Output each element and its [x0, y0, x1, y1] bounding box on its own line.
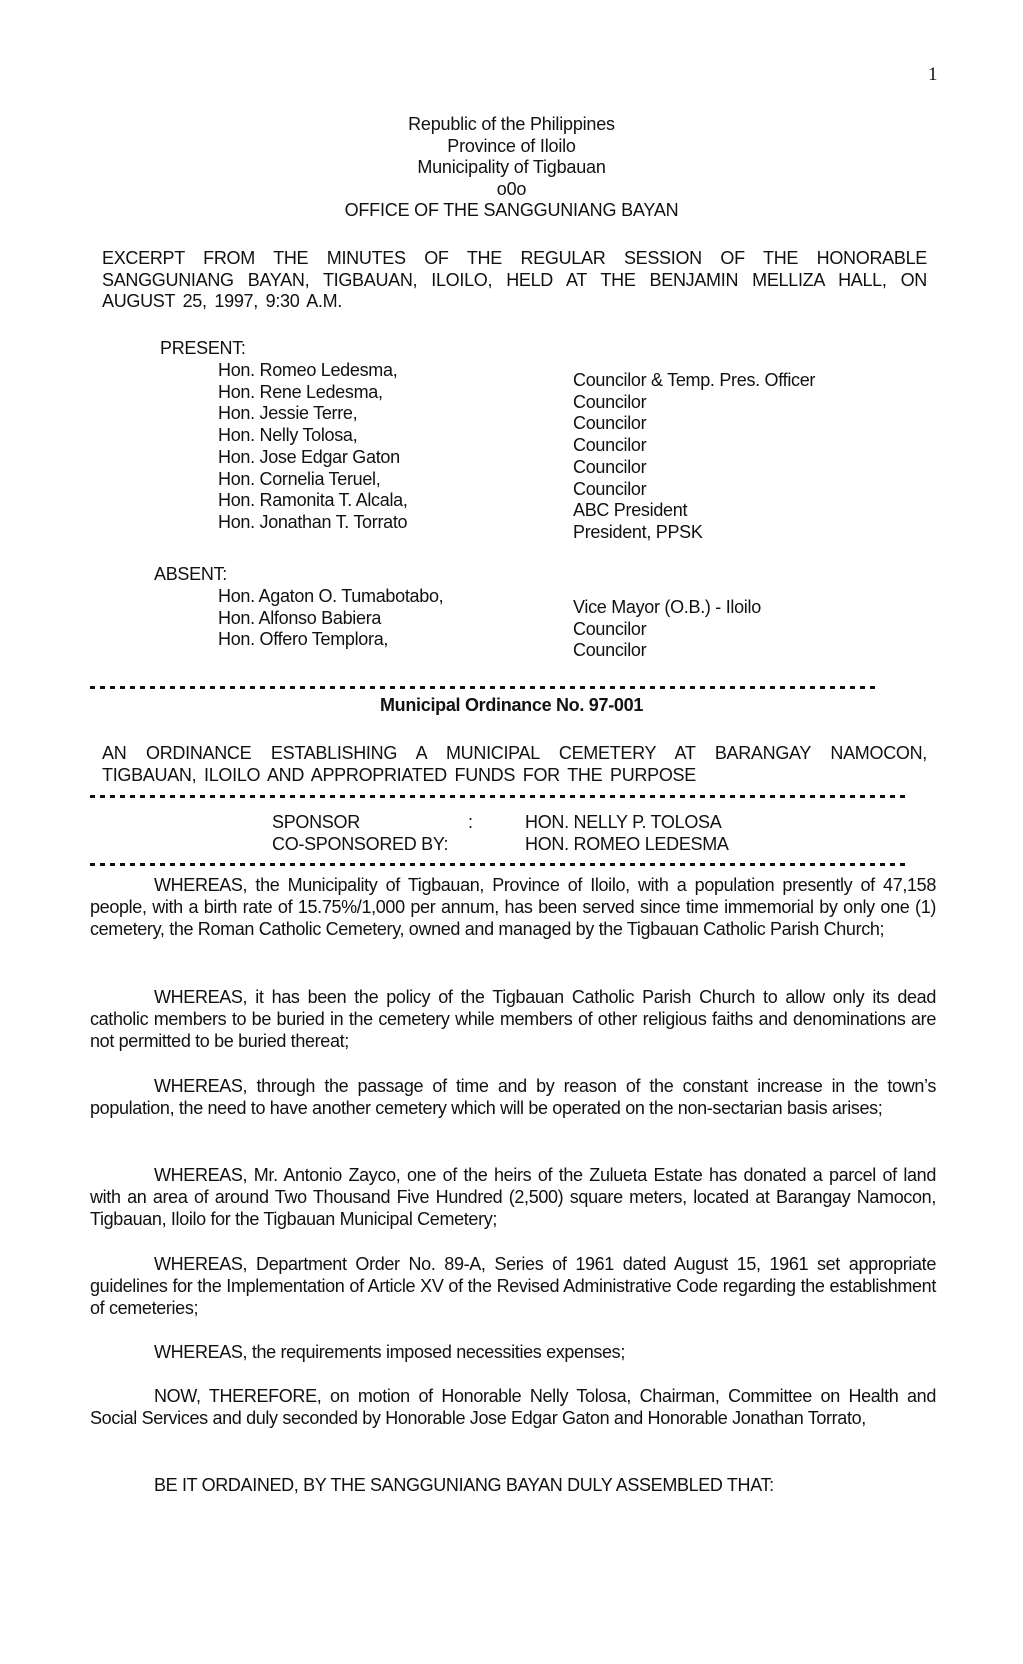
- attendee-name: Hon. Ramonita T. Alcala,: [218, 490, 408, 511]
- header-municipality: Municipality of Tigbauan: [417, 157, 606, 177]
- attendee-position: Councilor: [573, 413, 647, 434]
- absentee-position: Councilor: [573, 618, 647, 639]
- attendee-position: Councilor: [573, 391, 647, 412]
- absent-positions: [573, 597, 761, 662]
- ordained-paragraph: [90, 1474, 936, 1496]
- whereas-paragraph: [90, 1075, 936, 1119]
- attendee-name: Hon. Jessie Terre,: [218, 403, 358, 424]
- absentee-position: Councilor: [573, 640, 647, 661]
- attendee-name: Hon. Rene Ledesma,: [218, 381, 383, 402]
- paragraph-text: WHEREAS, Department Order No. 89-A, Series of 1961 dated August 15, 1961 set appropriate guidelines for the Implementation of Article XV of the Revised Administrative Code regarding the establishment of cemeteries;: [90, 1254, 936, 1318]
- attendee-position: Councilor: [573, 456, 647, 477]
- cosponsor-label: CO-SPONSORED BY:: [272, 834, 449, 854]
- paragraph-text: NOW, THEREFORE, on motion of Honorable Nelly Tolosa, Chairman, Committee on Health and Social Services and duly seconded by Honorable Jose Edgar Gaton and Honorable Jonathan Torrato,: [90, 1386, 936, 1428]
- dashed-rule: [90, 686, 876, 689]
- present-names: [218, 360, 408, 534]
- absentee-name: Hon. Offero Templora,: [218, 629, 389, 650]
- attendee-position: President, PPSK: [573, 521, 703, 542]
- paragraph-text: WHEREAS, Mr. Antonio Zayco, one of the heirs of the Zulueta Estate has donated a parcel of land with an area of around Two Thousand Five Hundred (2,500) square meters, located at Barangay Namocon, Tigbauan, Iloilo for the Tigbauan Municipal Cemetery;: [90, 1165, 936, 1229]
- attendee-name: Hon. Romeo Ledesma,: [218, 360, 398, 380]
- whereas-paragraph: [90, 1253, 936, 1319]
- attendee-position: Councilor & Temp. Pres. Officer: [573, 370, 816, 390]
- minutes-excerpt: EXCERPT FROM THE MINUTES OF THE REGULAR SESSION OF THE HONORABLE SANGGUNIANG BAYAN, TIGBAUAN, ILOILO, HELD AT THE BENJAMIN MELLIZA HALL, ON AUGUST 25, 1997, 9:30 A.M.: [102, 248, 927, 311]
- whereas-paragraph: [90, 1341, 936, 1363]
- dashed-rule: [90, 795, 906, 798]
- absent-label: ABSENT:: [154, 564, 227, 584]
- absentee-position: Vice Mayor (O.B.) - Iloilo: [573, 597, 761, 617]
- header-country: Republic of the Philippines: [408, 114, 615, 134]
- paragraph-text: WHEREAS, through the passage of time and by reason of the constant increase in the town’s population, the need to have another cemetery which will be operated on the non-sectarian basis arises;: [90, 1076, 936, 1118]
- paragraph-text: WHEREAS, the Municipality of Tigbauan, Province of Iloilo, with a population presently of 47,158 people, with a birth rate of 15.75%/1,000 per annum, has been served since time immemorial by only one (1) cemetery, the Roman Catholic Cemetery, owned and managed by the Tigbauan Catholic Parish Church;: [90, 875, 936, 939]
- whereas-paragraph: [90, 1164, 936, 1230]
- attendee-name: Hon. Jose Edgar Gaton: [218, 446, 400, 467]
- ordinance-subject: AN ORDINANCE ESTABLISHING A MUNICIPAL CEMETERY AT BARANGAY NAMOCON, TIGBAUAN, ILOILO AND APPROPRIATED FUNDS FOR THE PURPOSE: [102, 743, 927, 785]
- attendee-position: Councilor: [573, 435, 647, 456]
- whereas-paragraph: [90, 874, 936, 940]
- sponsor-label: SPONSOR: [272, 812, 360, 832]
- dashed-rule: [90, 863, 906, 866]
- paragraph-text: WHEREAS, it has been the policy of the Tigbauan Catholic Parish Church to allow only its dead catholic members to be buried in the cemetery while members of other religious faiths and denominations are not permitted to be buried thereat;: [90, 987, 936, 1051]
- resolution-paragraph: [90, 1385, 936, 1429]
- absent-names: [218, 586, 443, 651]
- attendee-name: Hon. Jonathan T. Torrato: [218, 511, 408, 532]
- paragraph-text: WHEREAS, the requirements imposed necessities expenses;: [154, 1342, 625, 1362]
- present-positions: [573, 370, 815, 544]
- absentee-name: Hon. Alfonso Babiera: [218, 607, 382, 628]
- absentee-name: Hon. Agaton O. Tumabotabo,: [218, 586, 444, 606]
- header-province: Province of Iloilo: [447, 135, 576, 156]
- attendee-position: Councilor: [573, 478, 647, 499]
- header-ornament: o0o: [496, 178, 527, 199]
- present-label: PRESENT:: [160, 338, 246, 358]
- sponsor-name: HON. NELLY P. TOLOSA: [525, 812, 722, 832]
- header-office: OFFICE OF THE SANGGUNIANG BAYAN: [344, 200, 679, 220]
- whereas-paragraph: [90, 986, 936, 1052]
- ordinance-title: Municipal Ordinance No. 97-001: [379, 695, 644, 715]
- page-number: 1: [928, 64, 938, 85]
- cosponsor-name: HON. ROMEO LEDESMA: [525, 834, 729, 854]
- attendee-name: Hon. Nelly Tolosa,: [218, 425, 358, 446]
- sponsor-colon: :: [468, 812, 473, 832]
- attendee-position: ABC President: [573, 500, 688, 521]
- paragraph-text: BE IT ORDAINED, BY THE SANGGUNIANG BAYAN DULY ASSEMBLED THAT:: [154, 1475, 774, 1495]
- letterhead: [0, 114, 1023, 222]
- attendee-name: Hon. Cornelia Teruel,: [218, 468, 381, 489]
